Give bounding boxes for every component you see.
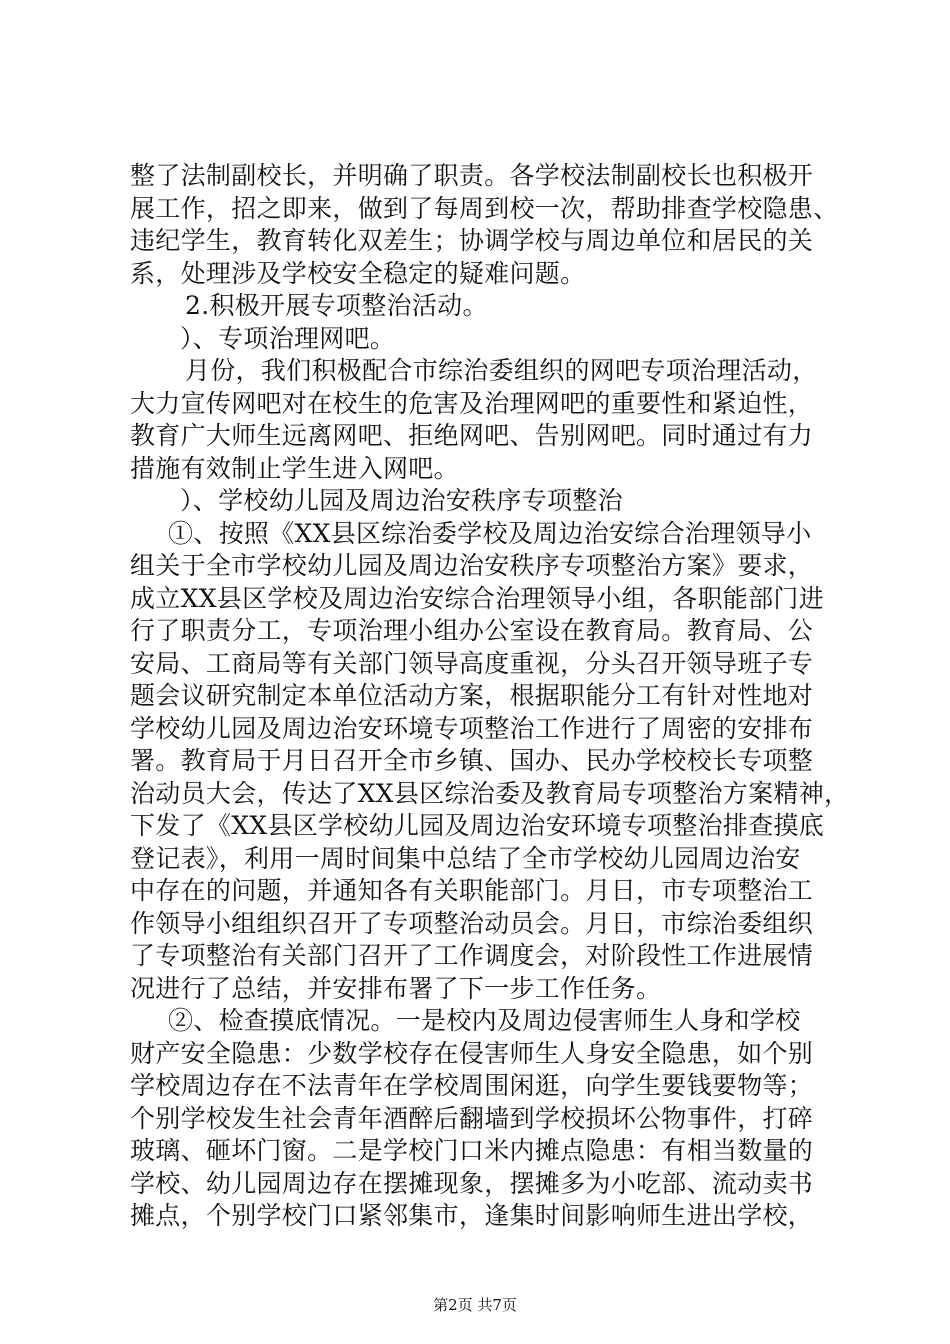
text-line: 登记表》，利用一周时间集中总结了全市学校幼儿园周边治安 [130, 843, 801, 873]
text-line: 作领导小组组织召开了专项整治动员会。月日，市综治委组织 [130, 908, 814, 938]
text-line: 题会议研究制定本单位活动方案，根据职能分工有针对性地对 [130, 681, 814, 710]
text-line: 财产安全隐患：少数学校存在侵害师生人身安全隐患，如个别 [130, 1038, 814, 1068]
text-line: 玻璃、砸坏门窗。二是学校门口米内摊点隐患：有相当数量的 [130, 1136, 814, 1165]
text-line: 学校、幼儿园周边存在摆摊现象，摆摊多为小吃部、流动卖书 [130, 1168, 814, 1198]
text-line: 教育广大师生远离网吧、拒绝网吧、告别网吧。同时通过有力 [130, 421, 814, 450]
text-line: 系，处理涉及学校安全稳定的疑难问题。 [130, 258, 586, 288]
text-line: 违纪学生，教育转化双差生；协调学校与周边单位和居民的关 [130, 226, 814, 255]
subsection-heading: ）、学校幼儿园及周边治安秩序专项整治 [180, 486, 623, 515]
text-line: 整了法制副校长，并明确了职责。各学校法制副校长也积极开 [130, 161, 814, 190]
text-line: ②、检查摸底情况。一是校内及周边侵害师生人身和学校 [168, 1006, 801, 1035]
text-line: 月份，我们积极配合市综治委组织的网吧专项治理活动， [185, 356, 818, 385]
text-line: 中存在的问题，并通知各有关职能部门。月日，市专项整治工 [130, 876, 814, 905]
text-line: 组关于全市学校幼儿园及周边治安秩序专项整治方案》要求， [130, 551, 814, 580]
text-line: 学校幼儿园及周边治安环境专项整治工作进行了周密的安排布 [130, 713, 814, 743]
text-line: 行了职责分工，专项治理小组办公室设在教育局。教育局、公 [130, 616, 814, 645]
text-line: 成立XX县区学校及周边治安综合治理领导小组，各职能部门进 [130, 583, 824, 613]
text-line: 治动员大会，传达了XX县区综治委及教育局专项整治方案精神， [130, 778, 850, 808]
text-line: 措施有效制止学生进入网吧。 [130, 453, 459, 483]
document-body [130, 160, 850, 1233]
subsection-heading: ）、专项治理网吧。 [180, 323, 396, 353]
text-line: 摊点，个别学校门口紧邻集市，逢集时间影响师生进出学校， [130, 1201, 814, 1230]
page-footer: 第2页 共7页 [433, 1296, 517, 1314]
text-line: 署。教育局于月日召开全市乡镇、国办、民办学校校长专项整 [130, 746, 814, 775]
text-line: 个别学校发生社会青年酒醉后翻墙到学校损坏公物事件，打碎 [130, 1103, 814, 1133]
text-line: 下发了《XX县区学校幼儿园及周边治安环境专项整治排查摸底 [130, 811, 824, 840]
text-line: 了专项整治有关部门召开了工作调度会，对阶段性工作进展情 [130, 941, 814, 970]
text-line: 况进行了总结，并安排布署了下一步工作任务。 [130, 973, 662, 1003]
text-line: 学校周边存在不法青年在学校周围闲逛，向学生要钱要物等； [130, 1071, 814, 1100]
text-line: 安局、工商局等有关部门领导高度重视，分头召开领导班子专 [130, 648, 814, 678]
text-line: 展工作，招之即来，做到了每周到校一次，帮助排查学校隐患、 [130, 193, 839, 223]
text-line: ①、按照《XX县区综治委学校及周边治安综合治理领导小 [168, 518, 812, 548]
text-line: 大力宣传网吧对在校生的危害及治理网吧的重要性和紧迫性， [130, 388, 814, 418]
section-heading: 2.积极开展专项整治活动。 [185, 291, 488, 320]
